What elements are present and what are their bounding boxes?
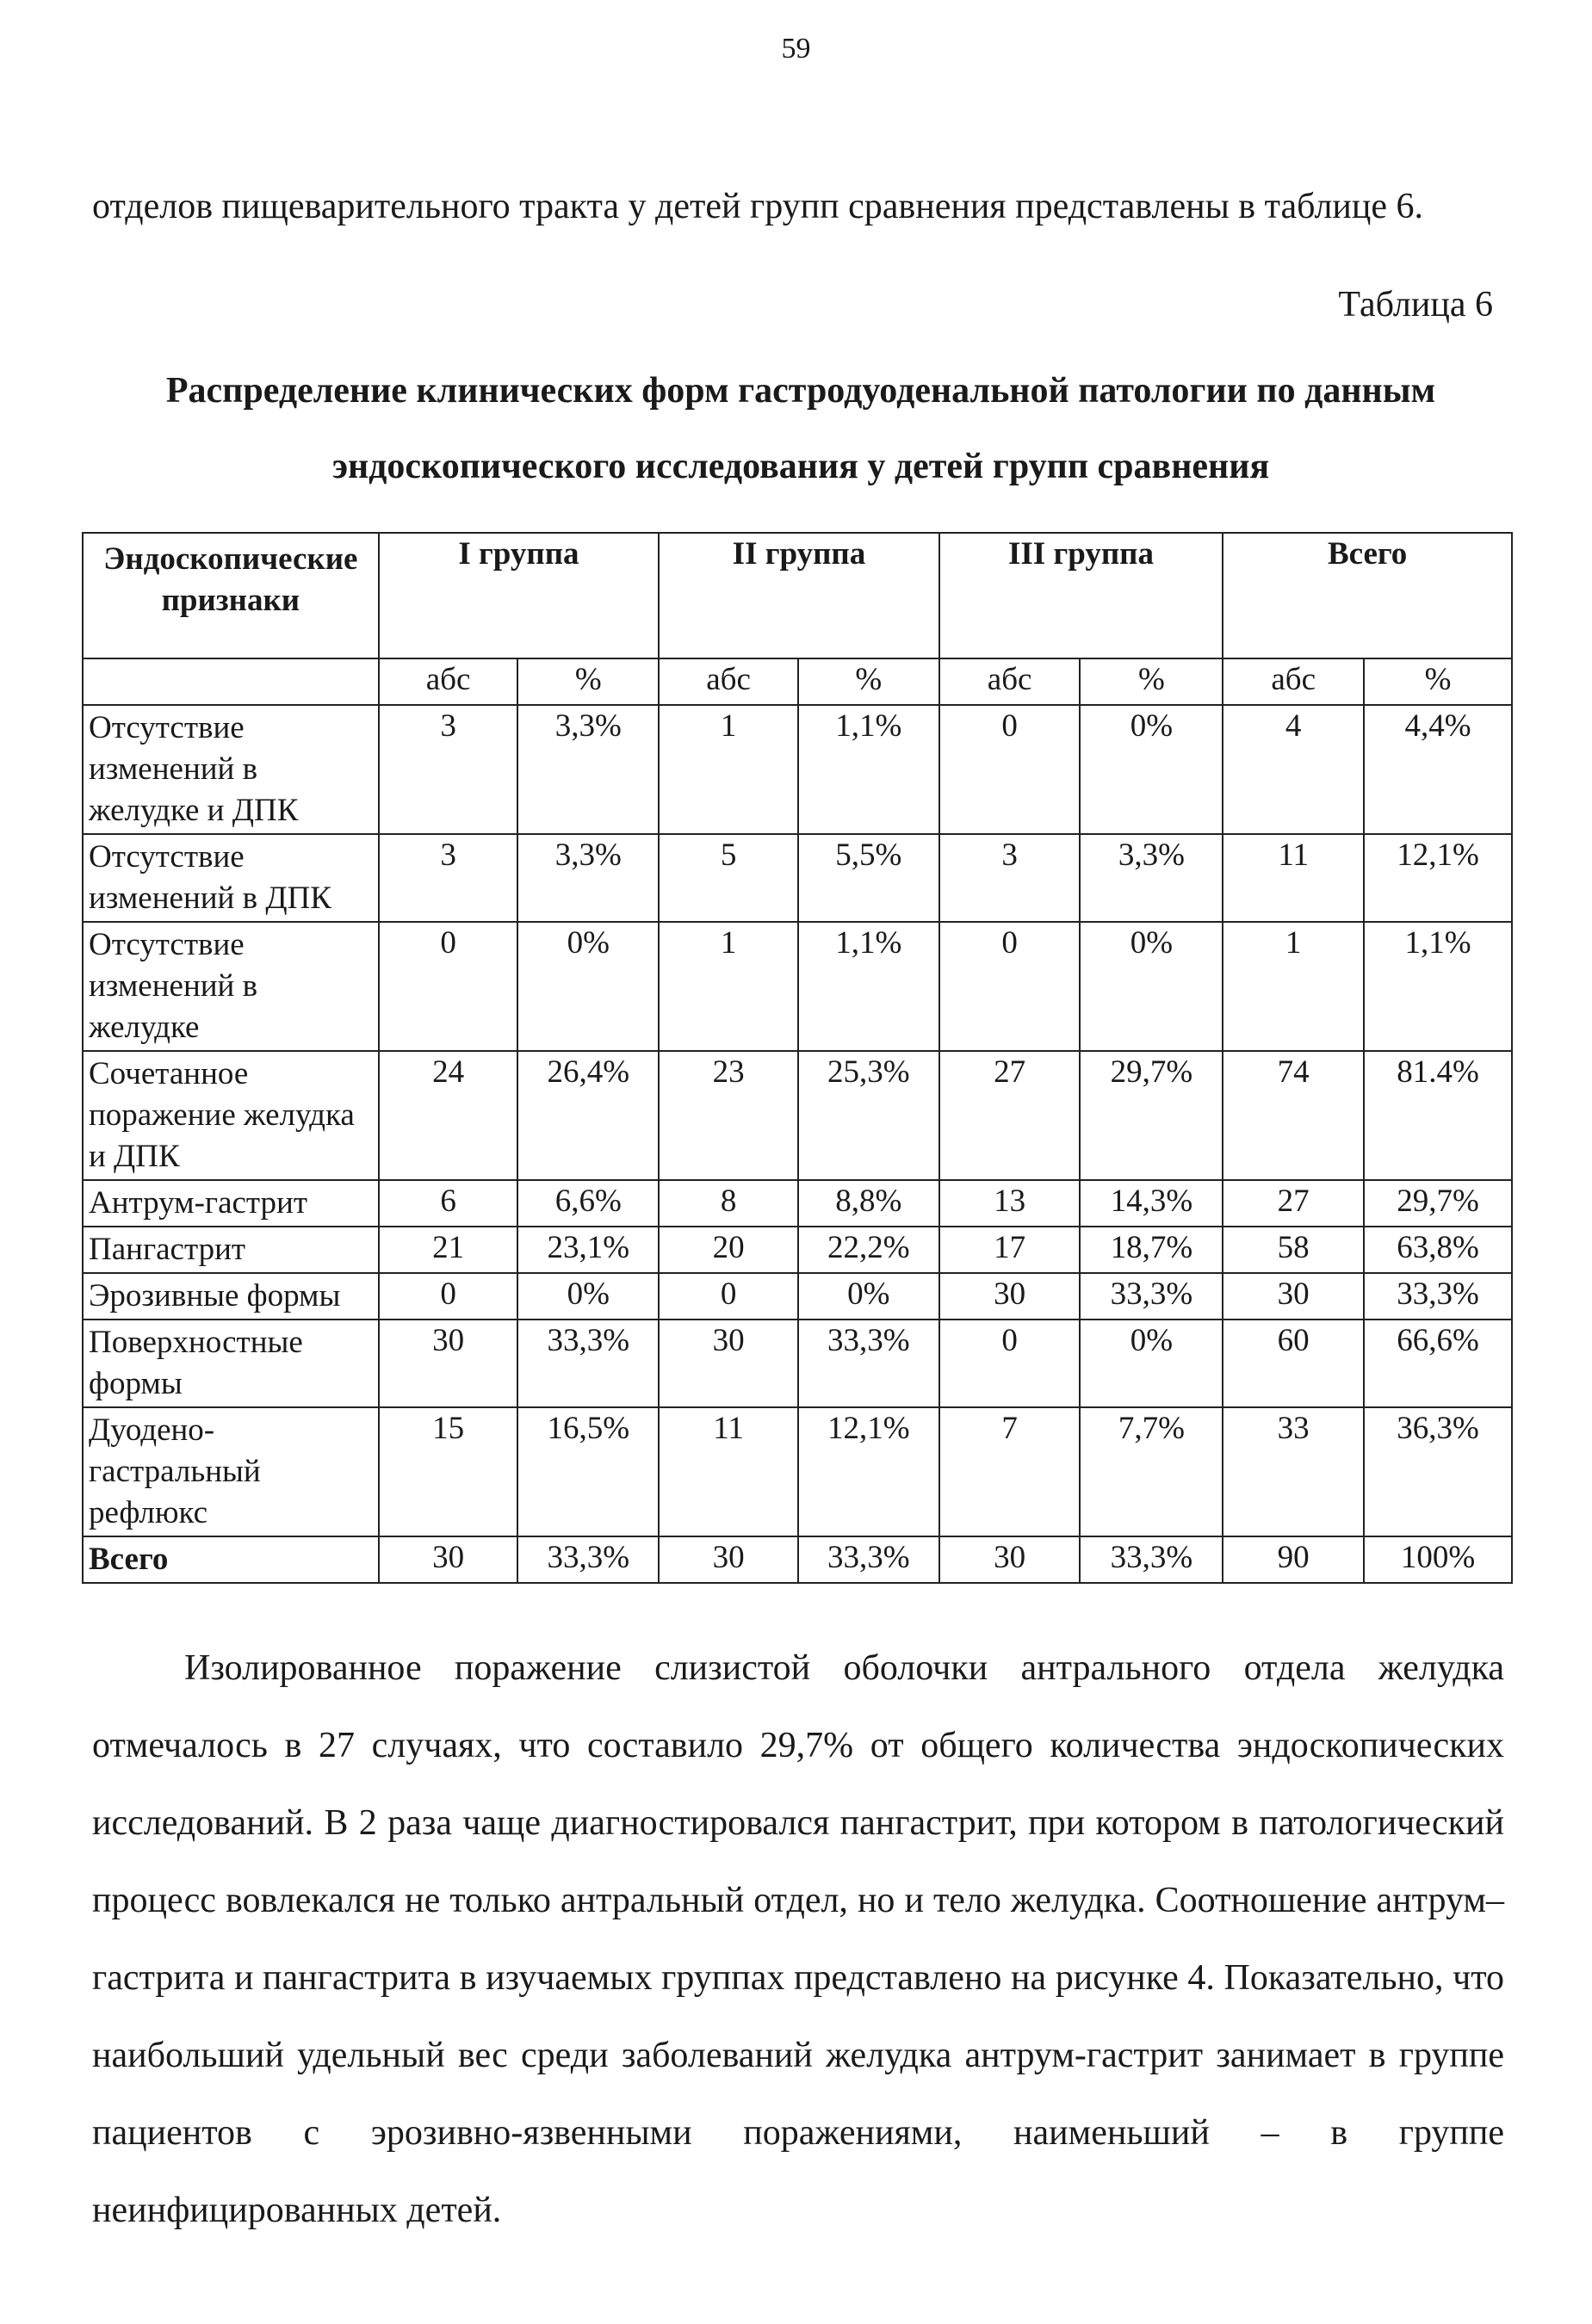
subheader-abs: абс — [379, 658, 518, 705]
cell-percent: 1,1% — [798, 922, 939, 1051]
row-label: Отсутствие изменений в желудке и ДПК — [83, 705, 379, 834]
table-row — [83, 705, 1512, 834]
cell-percent: 33,3% — [1080, 1273, 1223, 1320]
cell-percent: 7,7% — [1080, 1407, 1223, 1536]
cell-percent: 12,1% — [798, 1407, 939, 1536]
cell-percent: 81.4% — [1364, 1051, 1512, 1180]
cell-abs: 7 — [939, 1407, 1081, 1536]
cell-percent: 0% — [1080, 705, 1223, 834]
cell-percent: 14,3% — [1080, 1180, 1223, 1227]
cell-percent: 33,3% — [1364, 1273, 1512, 1320]
cell-abs: 60 — [1223, 1320, 1364, 1407]
cell-abs: 0 — [379, 922, 518, 1051]
table-caption: Таблица 6 — [1338, 285, 1493, 324]
subheader-abs: абс — [1223, 658, 1364, 705]
cell-percent: 18,7% — [1080, 1227, 1223, 1273]
cell-abs: 15 — [379, 1407, 518, 1536]
cell-abs: 30 — [659, 1536, 798, 1583]
cell-percent: 26,4% — [517, 1051, 659, 1180]
header-group-1: I группа — [379, 533, 660, 658]
table-row — [83, 1180, 1512, 1227]
cell-abs: 0 — [379, 1273, 518, 1320]
intro-paragraph: отделов пищеварительного тракта у детей групп сравнения представлены в таблице 6. — [92, 187, 1424, 226]
cell-abs: 3 — [939, 834, 1081, 922]
page-number: 59 — [781, 33, 811, 65]
cell-abs: 0 — [939, 922, 1081, 1051]
cell-percent: 63,8% — [1364, 1227, 1512, 1273]
cell-percent: 29,7% — [1080, 1051, 1223, 1180]
cell-percent: 0% — [798, 1273, 939, 1320]
row-label: Антрум-гастрит — [83, 1180, 379, 1227]
row-label: Поверхностные формы — [83, 1320, 379, 1407]
cell-percent: 0% — [1080, 1320, 1223, 1407]
row-label: Отсутствие изменений в желудке — [83, 922, 379, 1051]
row-label: Эрозивные формы — [83, 1273, 379, 1320]
table-row — [83, 1227, 1512, 1273]
cell-percent: 25,3% — [798, 1051, 939, 1180]
table-body — [83, 705, 1512, 1583]
cell-percent: 16,5% — [517, 1407, 659, 1536]
cell-abs: 11 — [659, 1407, 798, 1536]
row-label: Отсутствие изменений в ДПК — [83, 834, 379, 922]
cell-abs: 74 — [1223, 1051, 1364, 1180]
cell-percent: 0% — [517, 1273, 659, 1320]
cell-percent: 33,3% — [798, 1320, 939, 1407]
table-row — [83, 922, 1512, 1051]
cell-abs: 0 — [939, 705, 1081, 834]
cell-abs: 0 — [939, 1320, 1081, 1407]
table-subheader-row — [83, 658, 1512, 705]
cell-percent: 33,3% — [517, 1320, 659, 1407]
subheader-percent: % — [517, 658, 659, 705]
cell-abs: 1 — [659, 922, 798, 1051]
row-label: Пангастрит — [83, 1227, 379, 1273]
cell-percent: 3,3% — [517, 834, 659, 922]
cell-percent: 33,3% — [798, 1536, 939, 1583]
table-row — [83, 1407, 1512, 1536]
cell-percent: 36,3% — [1364, 1407, 1512, 1536]
subheader-empty — [83, 658, 379, 705]
table-row — [83, 1051, 1512, 1180]
cell-abs: 24 — [379, 1051, 518, 1180]
cell-abs: 1 — [659, 705, 798, 834]
cell-abs: 33 — [1223, 1407, 1364, 1536]
data-table — [82, 532, 1513, 1584]
cell-abs: 8 — [659, 1180, 798, 1227]
cell-percent: 22,2% — [798, 1227, 939, 1273]
cell-abs: 5 — [659, 834, 798, 922]
subheader-abs: абс — [939, 658, 1081, 705]
cell-percent: 3,3% — [517, 705, 659, 834]
cell-percent: 1,1% — [1364, 922, 1512, 1051]
cell-percent: 6,6% — [517, 1180, 659, 1227]
table-header-row — [83, 533, 1512, 658]
cell-abs: 90 — [1223, 1536, 1364, 1583]
cell-percent: 5,5% — [798, 834, 939, 922]
row-label: Сочетанное поражение желудка и ДПК — [83, 1051, 379, 1180]
cell-abs: 1 — [1223, 922, 1364, 1051]
cell-abs: 3 — [379, 705, 518, 834]
cell-abs: 4 — [1223, 705, 1364, 834]
cell-percent: 23,1% — [517, 1227, 659, 1273]
cell-abs: 30 — [939, 1273, 1081, 1320]
cell-percent: 66,6% — [1364, 1320, 1512, 1407]
cell-percent: 29,7% — [1364, 1180, 1512, 1227]
table-row — [83, 1320, 1512, 1407]
cell-percent: 1,1% — [798, 705, 939, 834]
cell-percent: 33,3% — [517, 1536, 659, 1583]
table-row — [83, 1536, 1512, 1583]
cell-abs: 13 — [939, 1180, 1081, 1227]
cell-abs: 0 — [659, 1273, 798, 1320]
cell-percent: 33,3% — [1080, 1536, 1223, 1583]
table-title: Распределение клинических форм гастродуоденальной патологии по данным эндоскопического исследования у детей групп сравнения — [165, 371, 1436, 486]
cell-percent: 4,4% — [1364, 705, 1512, 834]
row-label: Всего — [83, 1536, 379, 1583]
header-group-3: III группа — [939, 533, 1223, 658]
cell-abs: 3 — [379, 834, 518, 922]
subheader-percent: % — [1080, 658, 1223, 705]
cell-abs: 30 — [659, 1320, 798, 1407]
subheader-percent: % — [1364, 658, 1512, 705]
subheader-percent: % — [798, 658, 939, 705]
cell-percent: 0% — [1080, 922, 1223, 1051]
cell-abs: 30 — [379, 1536, 518, 1583]
cell-abs: 23 — [659, 1051, 798, 1180]
row-label: Дуодено-гастральный рефлюкс — [83, 1407, 379, 1536]
cell-abs: 27 — [939, 1051, 1081, 1180]
cell-abs: 11 — [1223, 834, 1364, 922]
cell-abs: 20 — [659, 1227, 798, 1273]
cell-percent: 3,3% — [1080, 834, 1223, 922]
cell-percent: 100% — [1364, 1536, 1512, 1583]
cell-abs: 21 — [379, 1227, 518, 1273]
subheader-abs: абс — [659, 658, 798, 705]
cell-abs: 58 — [1223, 1227, 1364, 1273]
cell-abs: 30 — [379, 1320, 518, 1407]
table-row — [83, 1273, 1512, 1320]
cell-abs: 17 — [939, 1227, 1081, 1273]
cell-abs: 27 — [1223, 1180, 1364, 1227]
table-row — [83, 834, 1512, 922]
body-paragraph: Изолированное поражение слизистой оболочки антрального отдела желудка отмечалось в 27 случаях, что составило 29,7% от общего количества эндоскопических исследований. В 2 раза чаще диагностировался пангастрит, при котором в патологический процесс вовлекался не только антральный отдел, но и тело желудка. Соотношение антрум–гастрита и пангастрита в изучаемых группах представлено на рисунке 4. Показательно, что наибольший удельный вес среди заболеваний желудка антрум-гастрит занимает в группе пациентов с эрозивно-язвенными поражениями, наименьший – в группе неинфицированных детей. — [92, 1648, 1504, 2230]
cell-percent: 8,8% — [798, 1180, 939, 1227]
header-total: Всего — [1223, 533, 1512, 658]
cell-abs: 30 — [939, 1536, 1081, 1583]
header-endoscopic-signs: Эндоскопические признаки — [83, 533, 379, 658]
header-group-2: II группа — [659, 533, 939, 658]
cell-percent: 0% — [517, 922, 659, 1051]
cell-percent: 12,1% — [1364, 834, 1512, 922]
cell-abs: 6 — [379, 1180, 518, 1227]
cell-abs: 30 — [1223, 1273, 1364, 1320]
